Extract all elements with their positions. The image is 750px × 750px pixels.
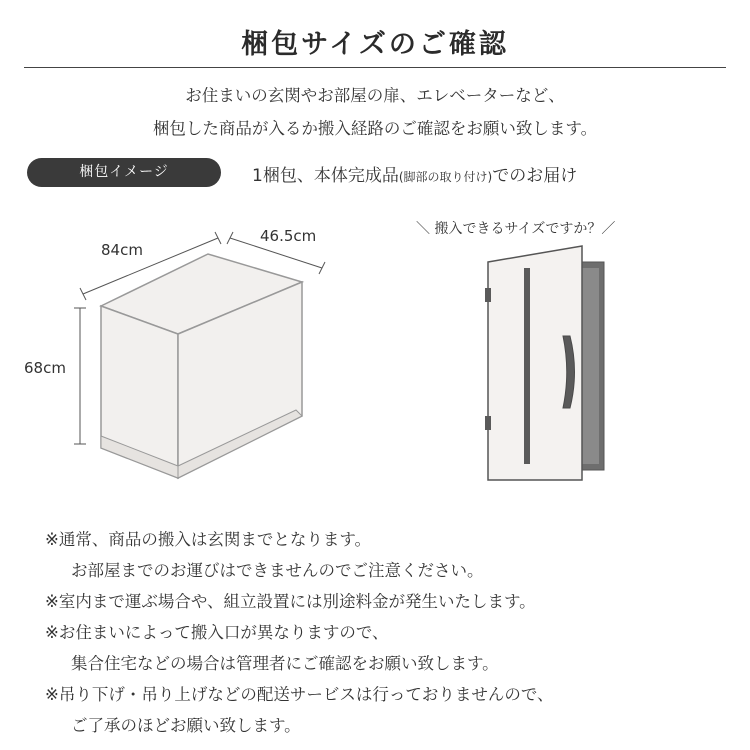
note-line: ※吊り下げ・吊り上げなどの配送サービスは行っておりませんので、 (45, 685, 554, 704)
box-height-label: 68cm (24, 359, 66, 377)
depth-dimension-tick-b (319, 262, 325, 274)
delivery-main: 1梱包、本体完成品 (252, 166, 399, 186)
box-depth-label: 46.5cm (260, 227, 317, 245)
door-hinge-bottom (485, 416, 491, 430)
note-line: 集合住宅などの場合は管理者にご確認をお願い致します。 (71, 654, 499, 673)
delivery-tail: でのお届け (492, 166, 578, 186)
door-illustration (485, 246, 604, 480)
notes-list (45, 524, 725, 741)
door-pull-bar (524, 268, 530, 464)
door-hinge-top (485, 288, 491, 302)
note-line: ※通常、商品の搬入は玄関までとなります。 (45, 530, 372, 549)
width-dimension-tick-b (215, 232, 221, 244)
note-line: ご了承のほどお願い致します。 (71, 716, 301, 735)
note-line: お部屋までのお運びはできませんのでご注意ください。 (71, 561, 484, 580)
box-width-label: 84cm (101, 241, 143, 259)
package-image-badge: 梱包イメージ (27, 158, 221, 187)
intro-line-2: 梱包した商品が入るか搬入経路のご確認をお願い致します。 (152, 119, 598, 138)
box-illustration (74, 232, 325, 478)
width-dimension-tick-a (80, 288, 86, 300)
depth-dimension-tick-a (227, 232, 233, 244)
door-question: ＼ 搬入できるサイズですか？／ (416, 221, 616, 237)
page-title: 梱包サイズのご確認 (241, 29, 509, 60)
delivery-note: (脚部の取り付け) (398, 170, 493, 184)
intro-line-1: お住まいの玄関やお部屋の扉、エレベーターなど、 (185, 86, 565, 105)
note-line: ※室内まで運ぶ場合や、組立設置には別途料金が発生いたします。 (45, 592, 536, 611)
note-line: ※お住まいによって搬入口が異なりますので、 (45, 623, 389, 642)
